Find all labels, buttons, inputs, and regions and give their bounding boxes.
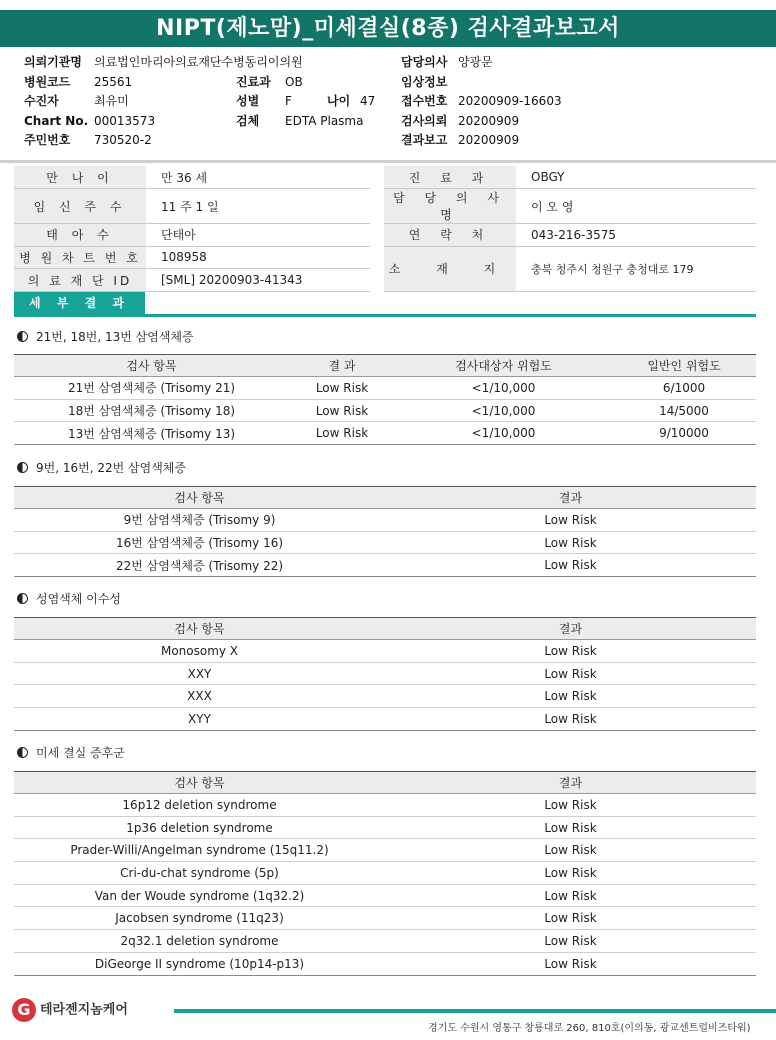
half-circle-icon <box>17 747 28 758</box>
detail-results-line <box>14 314 756 317</box>
result: Low Risk <box>385 884 756 907</box>
col-header: 검사 항목 <box>14 772 385 794</box>
table-row <box>14 952 756 975</box>
patient-label: 의 료 재 단 ID <box>14 269 146 292</box>
patient-label: 진 료 과 <box>384 166 516 189</box>
table-row <box>14 907 756 930</box>
col-header: 검사 항목 <box>14 618 385 640</box>
label-client: 의뢰기관명 <box>24 55 82 69</box>
result: Low Risk <box>385 685 756 708</box>
patient-value: 이 오 영 <box>516 189 756 224</box>
table-row <box>14 662 756 685</box>
col-header: 검사대상자 위험도 <box>395 355 612 377</box>
test-item: 1p36 deletion syndrome <box>14 816 385 839</box>
col-header: 검사 항목 <box>14 355 289 377</box>
test-item: 2q32.1 deletion syndrome <box>14 930 385 953</box>
company-name: 테라젠지놈케어 <box>40 1002 128 1018</box>
patient-value: 만 36 세 <box>146 166 370 189</box>
header-col2 <box>236 73 375 132</box>
value-doctor: 양광문 <box>458 55 493 69</box>
report-title: NIPT(제노맘)_미세결실(8종) 검사결과보고서 <box>0 10 776 47</box>
table-row <box>14 509 756 532</box>
label-patient: 수진자 <box>24 94 59 108</box>
result: Low Risk <box>385 816 756 839</box>
patient-value: OBGY <box>516 166 756 189</box>
patient-label: 담 당 의 사 명 <box>384 189 516 224</box>
subject-risk: <1/10,000 <box>395 399 612 422</box>
table-row <box>14 422 756 445</box>
test-item: 18번 삼염색체증 (Trisomy 18) <box>14 399 289 422</box>
section-title <box>17 590 121 607</box>
header-divider <box>0 160 776 163</box>
label-receipt-no: 접수번호 <box>401 94 448 108</box>
result-table-microdeletion <box>14 771 756 976</box>
test-item: 21번 삼염색체증 (Trisomy 21) <box>14 377 289 400</box>
test-item: Cri-du-chat syndrome (5p) <box>14 862 385 885</box>
table-row <box>14 816 756 839</box>
result: Low Risk <box>289 422 395 445</box>
table-row <box>14 708 756 731</box>
value-receipt-no: 20200909-16603 <box>458 94 562 108</box>
section-title-text: 미세 결실 증후군 <box>36 746 125 760</box>
value-specimen: EDTA Plasma <box>285 113 364 128</box>
value-chart-no: 00013573 <box>94 113 156 128</box>
label-specimen: 검체 <box>236 113 260 128</box>
general-risk: 14/5000 <box>612 399 756 422</box>
result: Low Risk <box>289 377 395 400</box>
test-item: Jacobsen syndrome (11q23) <box>14 907 385 930</box>
patient-label: 병 원 차 트 번 호 <box>14 246 146 269</box>
result: Low Risk <box>385 640 756 663</box>
table-row <box>14 839 756 862</box>
patient-value: 108958 <box>146 246 370 269</box>
test-item: Prader-Willi/Angelman syndrome (15q11.2) <box>14 839 385 862</box>
col-header: 결과 <box>385 487 756 509</box>
result: Low Risk <box>385 907 756 930</box>
label-department: 진료과 <box>236 74 271 89</box>
table-row <box>14 794 756 817</box>
result: Low Risk <box>385 862 756 885</box>
patient-label: 태 아 수 <box>14 224 146 247</box>
col-header: 결과 <box>385 772 756 794</box>
label-report-date: 결과보고 <box>401 133 448 147</box>
patient-label: 소 재 지 <box>384 246 516 291</box>
patient-value: [SML] 20200903-41343 <box>146 269 370 292</box>
result: Low Risk <box>385 708 756 731</box>
table-row <box>14 862 756 885</box>
table-row <box>14 531 756 554</box>
company-logo <box>12 998 128 1022</box>
value-department: OB <box>285 74 303 89</box>
result: Low Risk <box>385 531 756 554</box>
subject-risk: <1/10,000 <box>395 377 612 400</box>
test-item: Van der Woude syndrome (1q32.2) <box>14 884 385 907</box>
col-header: 결과 <box>385 618 756 640</box>
result: Low Risk <box>289 399 395 422</box>
result-table-sex-chromosome <box>14 617 756 731</box>
test-item: 9번 삼염색체증 (Trisomy 9) <box>14 509 385 532</box>
table-row <box>14 884 756 907</box>
label-id-number: 주민번호 <box>24 133 71 147</box>
general-risk: 9/10000 <box>612 422 756 445</box>
footer-line <box>174 1009 776 1013</box>
value-age: 47 <box>360 94 376 108</box>
section-title <box>17 459 186 476</box>
general-risk: 6/1000 <box>612 377 756 400</box>
patient-info-table <box>14 166 756 292</box>
result: Low Risk <box>385 839 756 862</box>
result-table-trisomy-minor <box>14 486 756 577</box>
patient-label: 연 락 처 <box>384 224 516 247</box>
result: Low Risk <box>385 509 756 532</box>
label-clinical-info: 임상정보 <box>401 74 448 89</box>
result: Low Risk <box>385 662 756 685</box>
test-item: 13번 삼염색체증 (Trisomy 13) <box>14 422 289 445</box>
section-title <box>17 744 125 761</box>
detail-results-tab: 세 부 결 과 <box>14 292 145 315</box>
subject-risk: <1/10,000 <box>395 422 612 445</box>
label-request-date: 검사의뢰 <box>401 113 448 128</box>
table-row <box>14 377 756 400</box>
value-id-number: 730520-2 <box>94 133 152 147</box>
col-header: 결 과 <box>289 355 395 377</box>
result: Low Risk <box>385 930 756 953</box>
table-row <box>14 930 756 953</box>
test-item: DiGeorge II syndrome (10p14-p13) <box>14 952 385 975</box>
label-sex: 성별 <box>236 94 260 108</box>
half-circle-icon <box>17 593 28 604</box>
test-item: XYY <box>14 708 385 731</box>
test-item: 16p12 deletion syndrome <box>14 794 385 817</box>
result: Low Risk <box>385 554 756 577</box>
table-row <box>14 399 756 422</box>
patient-value: 충북 청주시 청원구 충청대로 179 <box>516 246 756 291</box>
col-header: 일반인 위험도 <box>612 355 756 377</box>
value-sex: F <box>285 94 292 108</box>
patient-value: 단태아 <box>146 224 370 247</box>
patient-value: 043-216-3575 <box>516 224 756 247</box>
header-col3 <box>401 53 562 151</box>
result-table-trisomy-major <box>14 354 756 445</box>
patient-label: 임 신 주 수 <box>14 189 146 224</box>
value-request-date: 20200909 <box>458 113 520 128</box>
col-header: 검사 항목 <box>14 487 385 509</box>
value-client: 의료법인마리아의료재단수병동리이의원 <box>94 55 303 69</box>
result: Low Risk <box>385 952 756 975</box>
section-title <box>17 328 194 345</box>
label-age: 나이 <box>327 94 351 108</box>
table-row <box>14 554 756 577</box>
patient-label: 만 나 이 <box>14 166 146 189</box>
g-logo-icon: G <box>12 998 36 1022</box>
label-doctor: 담당의사 <box>401 55 448 69</box>
patient-gap <box>370 166 384 291</box>
table-row <box>14 685 756 708</box>
test-item: XXX <box>14 685 385 708</box>
half-circle-icon <box>17 462 28 473</box>
test-item: XXY <box>14 662 385 685</box>
company-address: 경기도 수원시 영통구 창룡대로 260, 810호(이의동, 광교센트럴비즈타워) <box>428 1023 751 1034</box>
value-patient: 최유미 <box>94 94 129 108</box>
section-title-text: 성염색체 이수성 <box>36 592 121 606</box>
value-report-date: 20200909 <box>458 133 520 147</box>
label-hospital-code: 병원코드 <box>24 74 71 89</box>
test-item: 22번 삼염색체증 (Trisomy 22) <box>14 554 385 577</box>
table-row <box>14 640 756 663</box>
patient-value: 11 주 1 일 <box>146 189 370 224</box>
label-chart-no: Chart No. <box>24 113 89 128</box>
section-title-text: 9번, 16번, 22번 삼염색체증 <box>36 461 186 475</box>
section-title-text: 21번, 18번, 13번 삼염색체증 <box>36 330 194 344</box>
test-item: Monosomy X <box>14 640 385 663</box>
test-item: 16번 삼염색체증 (Trisomy 16) <box>14 531 385 554</box>
result: Low Risk <box>385 794 756 817</box>
half-circle-icon <box>17 331 28 342</box>
value-hospital-code: 25561 <box>94 74 133 89</box>
